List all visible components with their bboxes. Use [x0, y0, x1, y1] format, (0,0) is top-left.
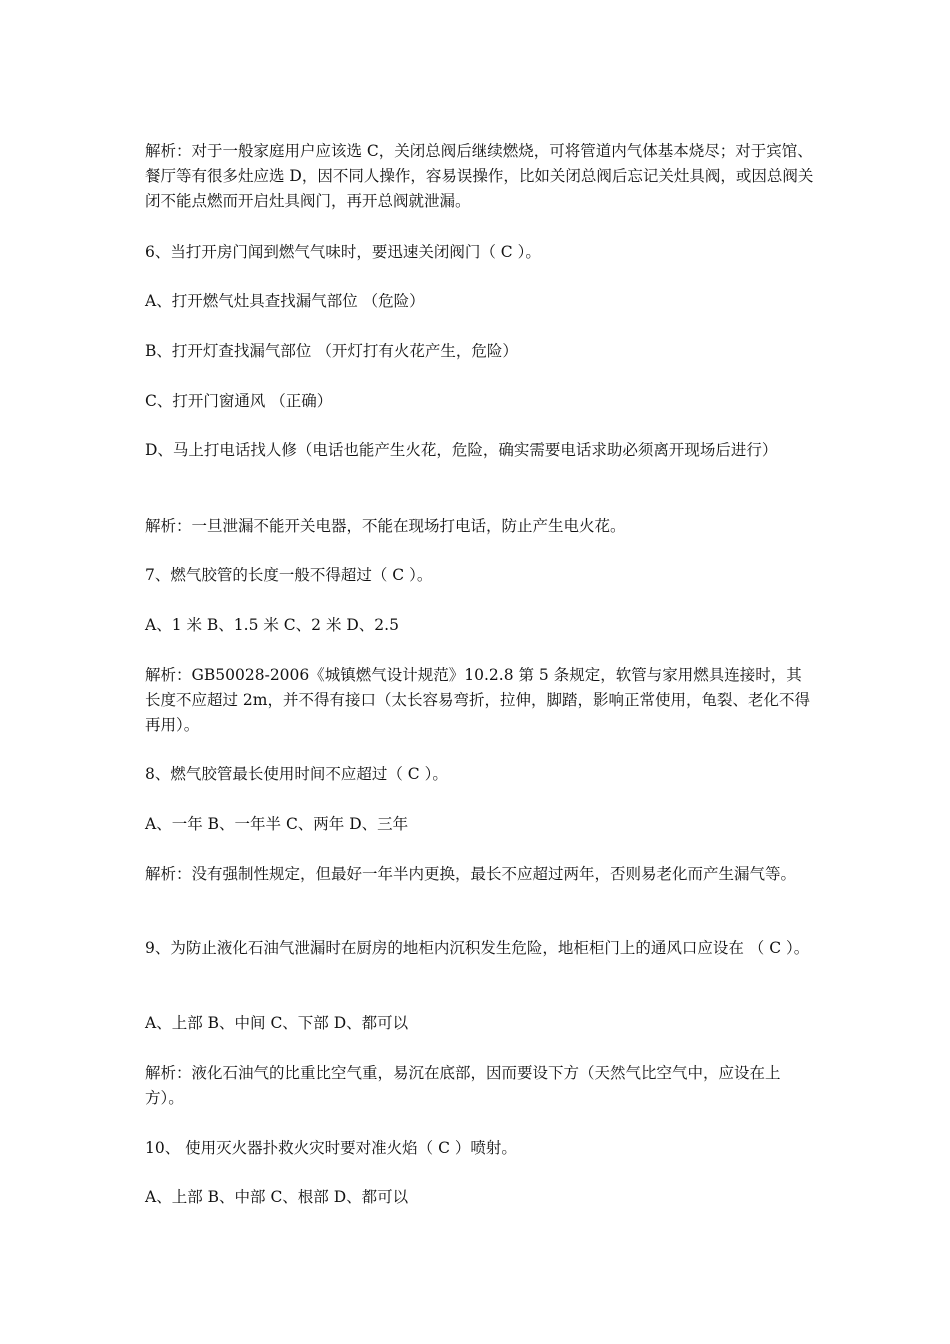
question-10: 10、 使用灭火器扑救火灾时要对准火焰（ C ）喷射。	[145, 1139, 517, 1157]
options-line: A、上部 B、中间 C、下部 D、都可以	[145, 1014, 409, 1032]
option-b: B、打开灯查找漏气部位 （开灯打有火花产生，危险）	[145, 342, 518, 360]
option-d: D、马上打电话找人修（电话也能产生火花，危险，确实需要电话求助必须离开现场后进行）	[145, 441, 778, 459]
options-line: A、1 米 B、1.5 米 C、2 米 D、2.5	[145, 616, 399, 634]
analysis-paragraph: 解析：一旦泄漏不能开关电器，不能在现场打电话，防止产生电火花。	[145, 517, 626, 535]
question-9: 9、为防止液化石油气泄漏时在厨房的地柜内沉积发生危险，地柜柜门上的通风口应设在 （ C ）。	[145, 939, 810, 957]
analysis-paragraph: 解析：GB50028-2006《城镇燃气设计规范》10.2.8 第 5 条规定，软管与家用燃具连接时，其长度不应超过 2m，并不得有接口（太长容易弯折，拉伸，脚踏，影响正常使用，龟裂、老化不得再用）。	[145, 666, 810, 734]
analysis-paragraph: 解析：没有强制性规定，但最好一年半内更换，最长不应超过两年，否则易老化而产生漏气等。	[145, 865, 797, 883]
option-a: A、打开燃气灶具查找漏气部位 （危险）	[145, 292, 425, 310]
question-6: 6、当打开房门闻到燃气气味时，要迅速关闭阀门（ C ）。	[145, 243, 541, 261]
options-line: A、上部 B、中部 C、根部 D、都可以	[145, 1188, 409, 1206]
question-8: 8、燃气胶管最长使用时间不应超过（ C ）。	[145, 765, 448, 783]
question-7: 7、燃气胶管的长度一般不得超过（ C ）。	[145, 566, 433, 584]
analysis-paragraph: 解析：液化石油气的比重比空气重，易沉在底部，因而要设下方（天然气比空气中，应设在上方）。	[145, 1064, 781, 1107]
analysis-paragraph: 解析：对于一般家庭用户应该选 C，关闭总阀后继续燃烧，可将管道内气体基本烧尽；对于宾馆、餐厅等有很多灶应选 D，因不同人操作，容易误操作，比如关闭总阀后忘记关灶具阀，或因总阀关闭不能点燃而开启灶具阀门，再开总阀就泄漏。	[145, 142, 814, 210]
options-line: A、一年 B、一年半 C、两年 D、三年	[145, 815, 409, 833]
option-c: C、打开门窗通风 （正确）	[145, 392, 333, 410]
